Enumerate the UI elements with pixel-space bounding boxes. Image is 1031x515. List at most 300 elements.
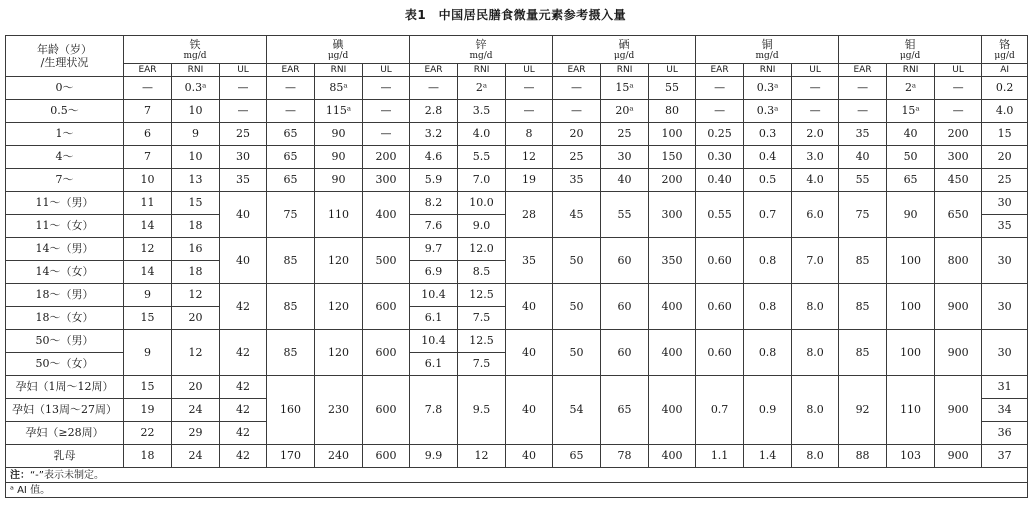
table-cell: 900 <box>935 376 982 445</box>
table-cell: 65 <box>887 169 935 192</box>
table-cell: 400 <box>649 376 696 445</box>
table-cell: 170 <box>267 445 315 468</box>
table-cell: 54 <box>553 376 601 445</box>
note-line-1 <box>6 468 1028 483</box>
table-cell: 55 <box>649 77 696 100</box>
table-cell: 0.3ᵃ <box>744 100 792 123</box>
corner-label-status: /生理状况 <box>40 56 89 69</box>
table-cell: 78 <box>601 445 649 468</box>
table-cell: 25 <box>982 169 1028 192</box>
table-cell: 6.1 <box>410 307 458 330</box>
table-cell: 40 <box>506 376 553 445</box>
table-cell: 28 <box>506 192 553 238</box>
table-row <box>6 169 1028 192</box>
group-name: 铜 <box>761 37 773 51</box>
table-cell: 400 <box>649 284 696 330</box>
table-cell: 24 <box>172 445 220 468</box>
group-unit: mg/d <box>469 50 493 61</box>
table-cell: 42 <box>220 445 267 468</box>
group-header <box>839 36 982 64</box>
table-cell: 25 <box>601 123 649 146</box>
group-unit: mg/d <box>183 50 207 61</box>
table-cell: 10.0 <box>458 192 506 215</box>
table-cell: 4.0 <box>792 169 839 192</box>
table-cell: 30 <box>601 146 649 169</box>
table-cell: 22 <box>124 422 172 445</box>
table-cell: 600 <box>363 376 410 445</box>
table-cell: 35 <box>220 169 267 192</box>
table-cell: — <box>839 77 887 100</box>
table-cell: 350 <box>649 238 696 284</box>
table-cell: 42 <box>220 330 267 376</box>
note-text: “-”表示未制定。 <box>30 469 104 481</box>
sub-header: UL <box>649 64 696 77</box>
table-cell: 110 <box>887 376 935 445</box>
row-label: 孕妇（≥28周） <box>6 422 124 445</box>
row-label: 14～（男） <box>6 238 124 261</box>
table-cell: 103 <box>887 445 935 468</box>
table-cell: 30 <box>982 284 1028 330</box>
table-cell: 8 <box>506 123 553 146</box>
table-cell: 35 <box>839 123 887 146</box>
table-cell: 88 <box>839 445 887 468</box>
table-cell: 450 <box>935 169 982 192</box>
table-cell: 115ᵃ <box>315 100 363 123</box>
table-cell: 2ᵃ <box>887 77 935 100</box>
table-cell: 60 <box>601 238 649 284</box>
table-cell: 12 <box>172 330 220 376</box>
table-cell: 0.5 <box>744 169 792 192</box>
table-cell: 30 <box>982 238 1028 284</box>
table-cell: 7.8 <box>410 376 458 445</box>
table-cell: 7.5 <box>458 353 506 376</box>
table-cell: 20 <box>553 123 601 146</box>
table-cell: 90 <box>315 123 363 146</box>
table-cell: 45 <box>553 192 601 238</box>
table-cell: 35 <box>982 215 1028 238</box>
table-cell: 200 <box>363 146 410 169</box>
row-label: 孕妇（13周～27周） <box>6 399 124 422</box>
table-cell: 0.7 <box>696 376 744 445</box>
group-header <box>553 36 696 64</box>
table-cell: — <box>124 77 172 100</box>
row-label: 孕妇（1周～12周） <box>6 376 124 399</box>
table-cell: 650 <box>935 192 982 238</box>
table-cell: 90 <box>315 169 363 192</box>
table-cell: — <box>363 100 410 123</box>
table-cell: 15 <box>124 376 172 399</box>
row-label: 50～（女） <box>6 353 124 376</box>
table-cell: 2.8 <box>410 100 458 123</box>
table-cell: 6 <box>124 123 172 146</box>
row-label: 1～ <box>6 123 124 146</box>
table-cell: — <box>363 77 410 100</box>
table-cell: — <box>267 100 315 123</box>
table-cell: 15ᵃ <box>887 100 935 123</box>
table-cell: 40 <box>506 330 553 376</box>
table-cell: 14 <box>124 215 172 238</box>
table-cell: 800 <box>935 238 982 284</box>
table-cell: — <box>696 77 744 100</box>
table-cell: 40 <box>220 192 267 238</box>
table-row <box>6 330 1028 353</box>
table-cell: 92 <box>839 376 887 445</box>
sub-header: RNI <box>601 64 649 77</box>
table-cell: 10.4 <box>410 284 458 307</box>
table-cell: 65 <box>267 169 315 192</box>
table-cell: 0.4 <box>744 146 792 169</box>
table-cell: 9.7 <box>410 238 458 261</box>
row-label: 乳母 <box>6 445 124 468</box>
table-cell: 40 <box>506 445 553 468</box>
table-cell: 18 <box>172 215 220 238</box>
table-cell: 0.9 <box>744 376 792 445</box>
table-cell: 9.0 <box>458 215 506 238</box>
table-cell: 400 <box>649 445 696 468</box>
table-cell: 0.55 <box>696 192 744 238</box>
table-cell: — <box>267 77 315 100</box>
table-cell: 9 <box>124 284 172 307</box>
table-cell: 110 <box>315 192 363 238</box>
table-cell: 0.8 <box>744 330 792 376</box>
sub-header: EAR <box>839 64 887 77</box>
table-cell: 3.0 <box>792 146 839 169</box>
table-cell: 30 <box>220 146 267 169</box>
table-cell: 160 <box>267 376 315 445</box>
row-label: 11～（女） <box>6 215 124 238</box>
table-cell: 20 <box>172 376 220 399</box>
sub-header: RNI <box>458 64 506 77</box>
table-cell: 900 <box>935 330 982 376</box>
table-header <box>6 36 1028 77</box>
table-row <box>6 77 1028 100</box>
table-cell: 30 <box>982 330 1028 376</box>
table-cell: 3.5 <box>458 100 506 123</box>
table-cell: 2.0 <box>792 123 839 146</box>
table-cell: 12.5 <box>458 284 506 307</box>
table-cell: 19 <box>506 169 553 192</box>
table-cell: 100 <box>649 123 696 146</box>
table-cell: 40 <box>220 238 267 284</box>
table-cell: 7.0 <box>792 238 839 284</box>
group-header <box>696 36 839 64</box>
table-cell: 5.9 <box>410 169 458 192</box>
table-row <box>6 238 1028 261</box>
sub-header: RNI <box>744 64 792 77</box>
table-cell: 150 <box>649 146 696 169</box>
table-cell: 12.5 <box>458 330 506 353</box>
table-cell: 65 <box>553 445 601 468</box>
table-cell: — <box>553 100 601 123</box>
table-row <box>6 445 1028 468</box>
table-cell: 0.25 <box>696 123 744 146</box>
sub-header: EAR <box>553 64 601 77</box>
table-cell: 10 <box>172 100 220 123</box>
table-cell: 1.1 <box>696 445 744 468</box>
table-cell: 50 <box>553 284 601 330</box>
table-cell: 900 <box>935 284 982 330</box>
sub-header: UL <box>363 64 410 77</box>
table-cell: 100 <box>887 238 935 284</box>
table-cell: 16 <box>172 238 220 261</box>
table-cell: 85 <box>839 238 887 284</box>
table-title: 表1 中国居民膳食微量元素参考摄入量 <box>404 8 627 22</box>
table-cell: 80 <box>649 100 696 123</box>
table-cell: 50 <box>553 330 601 376</box>
table-cell: 8.0 <box>792 445 839 468</box>
table-cell: 12 <box>124 238 172 261</box>
row-label: 50～（男） <box>6 330 124 353</box>
table-cell: 0.3ᵃ <box>744 77 792 100</box>
row-label: 11～（男） <box>6 192 124 215</box>
table-cell: 55 <box>839 169 887 192</box>
table-row <box>6 123 1028 146</box>
group-name: 铬 <box>999 37 1011 51</box>
table-cell: 8.0 <box>792 284 839 330</box>
table-cell: 300 <box>935 146 982 169</box>
table-cell: 20ᵃ <box>601 100 649 123</box>
table-cell: 60 <box>601 284 649 330</box>
table-cell: 10 <box>124 169 172 192</box>
table-cell: 85 <box>267 238 315 284</box>
table-cell: 0.60 <box>696 284 744 330</box>
table-cell: 200 <box>935 123 982 146</box>
table-cell: 50 <box>553 238 601 284</box>
sub-header: EAR <box>267 64 315 77</box>
table-row <box>6 376 1028 399</box>
table-cell: 240 <box>315 445 363 468</box>
table-cell: 85 <box>839 330 887 376</box>
group-unit: μg/d <box>613 50 635 61</box>
corner-header <box>6 36 124 77</box>
row-label: 18～（男） <box>6 284 124 307</box>
table-cell: 230 <box>315 376 363 445</box>
table-cell: 6.0 <box>792 192 839 238</box>
table-cell: 0.40 <box>696 169 744 192</box>
table-cell: 50 <box>887 146 935 169</box>
table-cell: 7.6 <box>410 215 458 238</box>
table-cell: 40 <box>506 284 553 330</box>
table-cell: 300 <box>649 192 696 238</box>
table-cell: 12.0 <box>458 238 506 261</box>
table-cell: 200 <box>649 169 696 192</box>
table-cell: 7.5 <box>458 307 506 330</box>
group-name: 碘 <box>332 37 344 51</box>
table-cell: 75 <box>839 192 887 238</box>
row-label: 7～ <box>6 169 124 192</box>
table-cell: 100 <box>887 330 935 376</box>
table-cell: 85ᵃ <box>315 77 363 100</box>
table-cell: 9.5 <box>458 376 506 445</box>
table-cell: 100 <box>887 284 935 330</box>
table-cell: — <box>935 77 982 100</box>
table-cell: 18 <box>172 261 220 284</box>
sub-header: RNI <box>315 64 363 77</box>
table-cell: 0.8 <box>744 238 792 284</box>
group-unit: μg/d <box>994 50 1015 61</box>
table-row <box>6 192 1028 215</box>
table-cell: 12 <box>172 284 220 307</box>
sub-header: UL <box>506 64 553 77</box>
table-cell: — <box>839 100 887 123</box>
table-cell: 6.9 <box>410 261 458 284</box>
table-cell: 6.1 <box>410 353 458 376</box>
table-cell: 1.4 <box>744 445 792 468</box>
table-cell: 900 <box>935 445 982 468</box>
table-cell: — <box>792 100 839 123</box>
table-cell: 75 <box>267 192 315 238</box>
table-cell: 42 <box>220 284 267 330</box>
table-cell: 2ᵃ <box>458 77 506 100</box>
table-cell: 8.2 <box>410 192 458 215</box>
sub-header: RNI <box>887 64 935 77</box>
table-cell: 120 <box>315 284 363 330</box>
sub-header: AI <box>982 64 1028 77</box>
sub-header: UL <box>935 64 982 77</box>
table-cell: 15 <box>124 307 172 330</box>
table-cell: 4.0 <box>982 100 1028 123</box>
row-label: 14～（女） <box>6 261 124 284</box>
table-cell: 20 <box>172 307 220 330</box>
table-notes <box>6 468 1028 498</box>
table-cell: 65 <box>601 376 649 445</box>
table-cell: 42 <box>220 422 267 445</box>
table-cell: 7 <box>124 146 172 169</box>
table-cell: — <box>696 100 744 123</box>
table-cell: 600 <box>363 445 410 468</box>
row-label: 4～ <box>6 146 124 169</box>
table-cell: 40 <box>839 146 887 169</box>
table-cell: 7 <box>124 100 172 123</box>
table-cell: 30 <box>982 192 1028 215</box>
table-cell: 400 <box>649 330 696 376</box>
table-cell: 9 <box>172 123 220 146</box>
group-header <box>124 36 267 64</box>
table-cell: 0.7 <box>744 192 792 238</box>
table-cell: 500 <box>363 238 410 284</box>
sub-header: RNI <box>172 64 220 77</box>
group-unit: μg/d <box>327 50 349 61</box>
table-cell: 8.5 <box>458 261 506 284</box>
sub-header: EAR <box>124 64 172 77</box>
group-unit: mg/d <box>755 50 779 61</box>
table-cell: 34 <box>982 399 1028 422</box>
group-name: 硒 <box>618 37 630 51</box>
table-cell: 400 <box>363 192 410 238</box>
table-cell: 15 <box>982 123 1028 146</box>
table-cell: — <box>792 77 839 100</box>
table-cell: 90 <box>887 192 935 238</box>
table-cell: 12 <box>506 146 553 169</box>
table-cell: 120 <box>315 330 363 376</box>
sub-header: EAR <box>410 64 458 77</box>
nutrient-table <box>5 35 1028 498</box>
table-cell: 300 <box>363 169 410 192</box>
table-cell: 29 <box>172 422 220 445</box>
table-cell: 0.60 <box>696 330 744 376</box>
table-cell: 65 <box>267 123 315 146</box>
table-cell: 42 <box>220 399 267 422</box>
table-cell: 9 <box>124 330 172 376</box>
table-cell: 90 <box>315 146 363 169</box>
table-row <box>6 100 1028 123</box>
table-cell: 8.0 <box>792 330 839 376</box>
row-label: 0.5～ <box>6 100 124 123</box>
table-cell: — <box>553 77 601 100</box>
group-header <box>410 36 553 64</box>
table-cell: 11 <box>124 192 172 215</box>
group-header <box>982 36 1028 64</box>
table-cell: — <box>935 100 982 123</box>
table-cell: 85 <box>839 284 887 330</box>
table-cell: 0.3 <box>744 123 792 146</box>
table-cell: 3.2 <box>410 123 458 146</box>
table-row <box>6 284 1028 307</box>
group-header <box>267 36 410 64</box>
table-cell: 15 <box>172 192 220 215</box>
table-cell: 600 <box>363 284 410 330</box>
table-cell: — <box>506 100 553 123</box>
table-body <box>6 77 1028 468</box>
table-cell: 600 <box>363 330 410 376</box>
table-cell: 12 <box>458 445 506 468</box>
table-cell: 40 <box>601 169 649 192</box>
table-cell: — <box>506 77 553 100</box>
table-cell: 85 <box>267 284 315 330</box>
table-cell: 0.30 <box>696 146 744 169</box>
table-cell: 19 <box>124 399 172 422</box>
table-cell: 10 <box>172 146 220 169</box>
group-name: 锌 <box>475 37 487 51</box>
table-cell: 7.0 <box>458 169 506 192</box>
table-cell: 60 <box>601 330 649 376</box>
group-name: 铁 <box>189 37 201 51</box>
table-cell: 0.60 <box>696 238 744 284</box>
table-cell: 9.9 <box>410 445 458 468</box>
table-cell: 24 <box>172 399 220 422</box>
table-cell: 4.6 <box>410 146 458 169</box>
table-cell: 35 <box>553 169 601 192</box>
table-cell: 25 <box>220 123 267 146</box>
table-cell: 40 <box>887 123 935 146</box>
sub-header: EAR <box>696 64 744 77</box>
table-cell: 36 <box>982 422 1028 445</box>
sub-header: UL <box>792 64 839 77</box>
table-cell: 8.0 <box>792 376 839 445</box>
table-cell: 20 <box>982 146 1028 169</box>
table-cell: — <box>220 77 267 100</box>
table-cell: 65 <box>267 146 315 169</box>
row-label: 0～ <box>6 77 124 100</box>
table-cell: 85 <box>267 330 315 376</box>
note-line-2: ᵃ AI 值。 <box>6 483 1028 498</box>
group-unit: μg/d <box>899 50 921 61</box>
table-cell: 5.5 <box>458 146 506 169</box>
table-cell: — <box>363 123 410 146</box>
table-cell: 37 <box>982 445 1028 468</box>
table-row <box>6 146 1028 169</box>
table-cell: 0.8 <box>744 284 792 330</box>
table-cell: 42 <box>220 376 267 399</box>
table-cell: 15ᵃ <box>601 77 649 100</box>
table-cell: — <box>410 77 458 100</box>
table-cell: 10.4 <box>410 330 458 353</box>
note-prefix: 注： <box>10 469 30 481</box>
sub-header: UL <box>220 64 267 77</box>
table-cell: 0.3ᵃ <box>172 77 220 100</box>
table-cell: 35 <box>506 238 553 284</box>
table-cell: — <box>220 100 267 123</box>
